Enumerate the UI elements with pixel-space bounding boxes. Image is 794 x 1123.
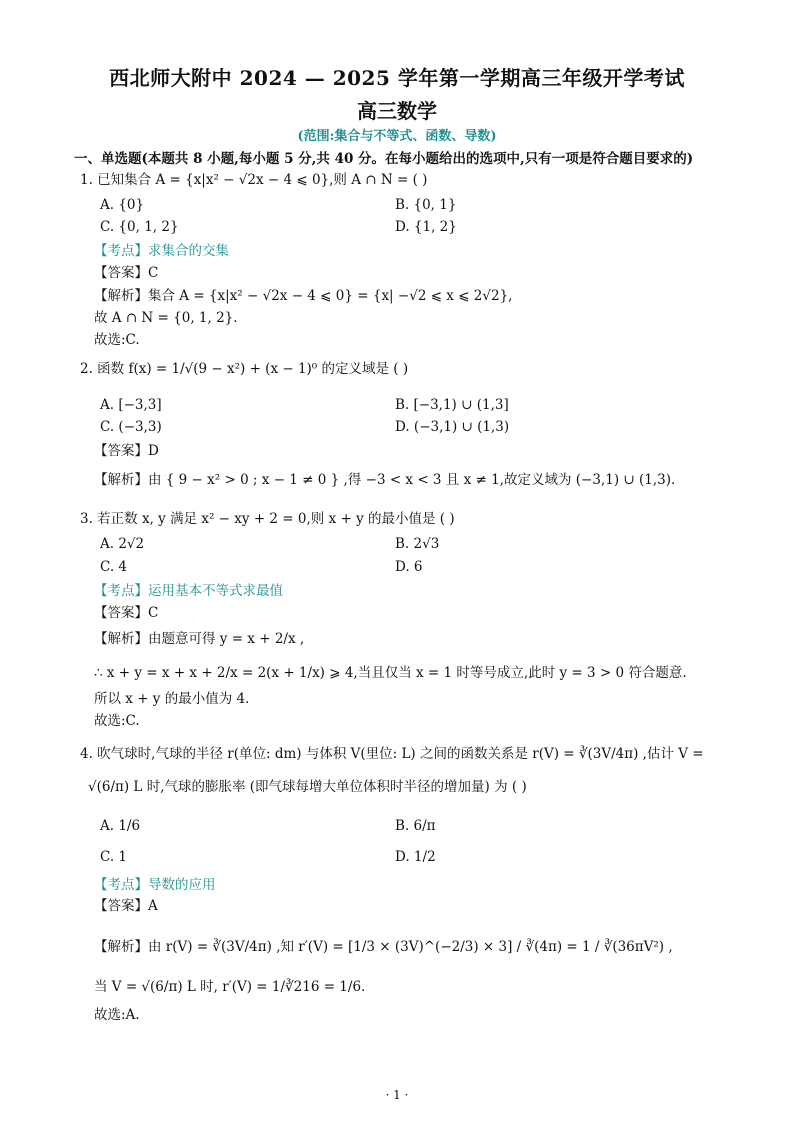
q4-explanation-1: 【解析】由 r(V) = ∛(3V/4π) ,知 r′(V) = [1/3 × (3V)^(−2/3) × 3] / ∛(4π) = 1 / ∛(36πV²) ,	[94, 939, 673, 955]
q4-stem-1: 4. 吹气球时,气球的半径 r(单位: dm) 与体积 V(里位: L) 之间的函数关系是 r(V) = ∛(3V/4π) ,估计 V =	[80, 746, 704, 762]
exam-scope: (范围:集合与不等式、函数、导数)	[297, 129, 497, 144]
exam-title: 西北师大附中 2024 — 2025 学年第一学期高三年级开学考试	[109, 66, 685, 90]
q2-answer: 【答案】D	[94, 443, 159, 459]
q2-option-d: D. (−3,1) ∪ (1,3)	[395, 419, 510, 435]
q1-knowledge-point: 【考点】求集合的交集	[94, 243, 229, 259]
q1-answer: 【答案】C	[94, 265, 159, 281]
q1-option-d: D. {1, 2}	[395, 219, 457, 235]
q4-option-a: A. 1/6	[100, 818, 141, 834]
q4-knowledge-point: 【考点】导数的应用	[94, 877, 216, 893]
q4-option-c: C. 1	[100, 849, 128, 865]
q1-option-a: A. {0}	[100, 197, 145, 213]
q1-explanation-3: 故选:C.	[94, 332, 140, 348]
q4-option-b: B. 6/π	[395, 818, 436, 834]
q1-explanation-1: 【解析】集合 A = {x|x² − √2x − 4 ⩽ 0} = {x| −√2 ⩽ x ⩽ 2√2},	[94, 288, 513, 304]
q2-option-c: C. (−3,3)	[100, 419, 162, 435]
q1-option-b: B. {0, 1}	[395, 197, 457, 213]
q3-option-b: B. 2√3	[395, 536, 440, 552]
q2-option-a: A. [−3,3]	[100, 397, 162, 413]
q3-option-d: D. 6	[395, 559, 423, 575]
q3-option-c: C. 4	[100, 559, 128, 575]
q2-option-b: B. [−3,1) ∪ (1,3]	[395, 397, 509, 413]
q3-explanation-3: 所以 x + y 的最小值为 4.	[94, 691, 250, 707]
section-heading: 一、单选题(本题共 8 小题,每小题 5 分,共 40 分。在每小题给出的选项中,只有一项是符合题目要求的)	[74, 151, 694, 167]
q3-knowledge-point: 【考点】运用基本不等式求最值	[94, 583, 283, 599]
exam-subtitle: 高三数学	[357, 99, 437, 123]
q4-explanation-2: 当 V = √(6/π) L 时, r′(V) = 1/∛216 = 1/6.	[94, 979, 366, 995]
q3-answer: 【答案】C	[94, 605, 159, 621]
q3-explanation-4: 故选:C.	[94, 713, 140, 729]
q2-explanation-1: 【解析】由 { 9 − x² > 0 ; x − 1 ≠ 0 } ,得 −3 < x < 3 且 x ≠ 1,故定义域为 (−3,1) ∪ (1,3).	[94, 472, 676, 488]
q3-option-a: A. 2√2	[100, 536, 145, 552]
q3-explanation-1: 【解析】由题意可得 y = x + 2/x ,	[94, 631, 305, 647]
q3-stem: 3. 若正数 x, y 满足 x² − xy + 2 = 0,则 x + y 的最小值是 ( )	[80, 511, 455, 527]
q3-explanation-2: ∴ x + y = x + x + 2/x = 2(x + 1/x) ⩾ 4,当且仅当 x = 1 时等号成立,此时 y = 3 > 0 符合题意.	[94, 665, 687, 681]
q4-explanation-3: 故选:A.	[94, 1007, 140, 1023]
q4-option-d: D. 1/2	[395, 849, 436, 865]
q1-option-c: C. {0, 1, 2}	[100, 219, 179, 235]
page-number: · 1 ·	[385, 1088, 409, 1102]
q4-stem-2: √(6/π) L 时,气球的膨胀率 (即气球每增大单位体积时半径的增加量) 为 ( )	[88, 779, 527, 795]
q4-answer: 【答案】A	[94, 898, 158, 914]
q2-stem: 2. 函数 f(x) = 1/√(9 − x²) + (x − 1)⁰ 的定义域是 ( )	[80, 361, 409, 377]
q1-stem: 1. 已知集合 A = {x|x² − √2x − 4 ⩽ 0},则 A ∩ N = ( )	[80, 172, 428, 188]
q1-explanation-2: 故 A ∩ N = {0, 1, 2}.	[94, 310, 238, 326]
